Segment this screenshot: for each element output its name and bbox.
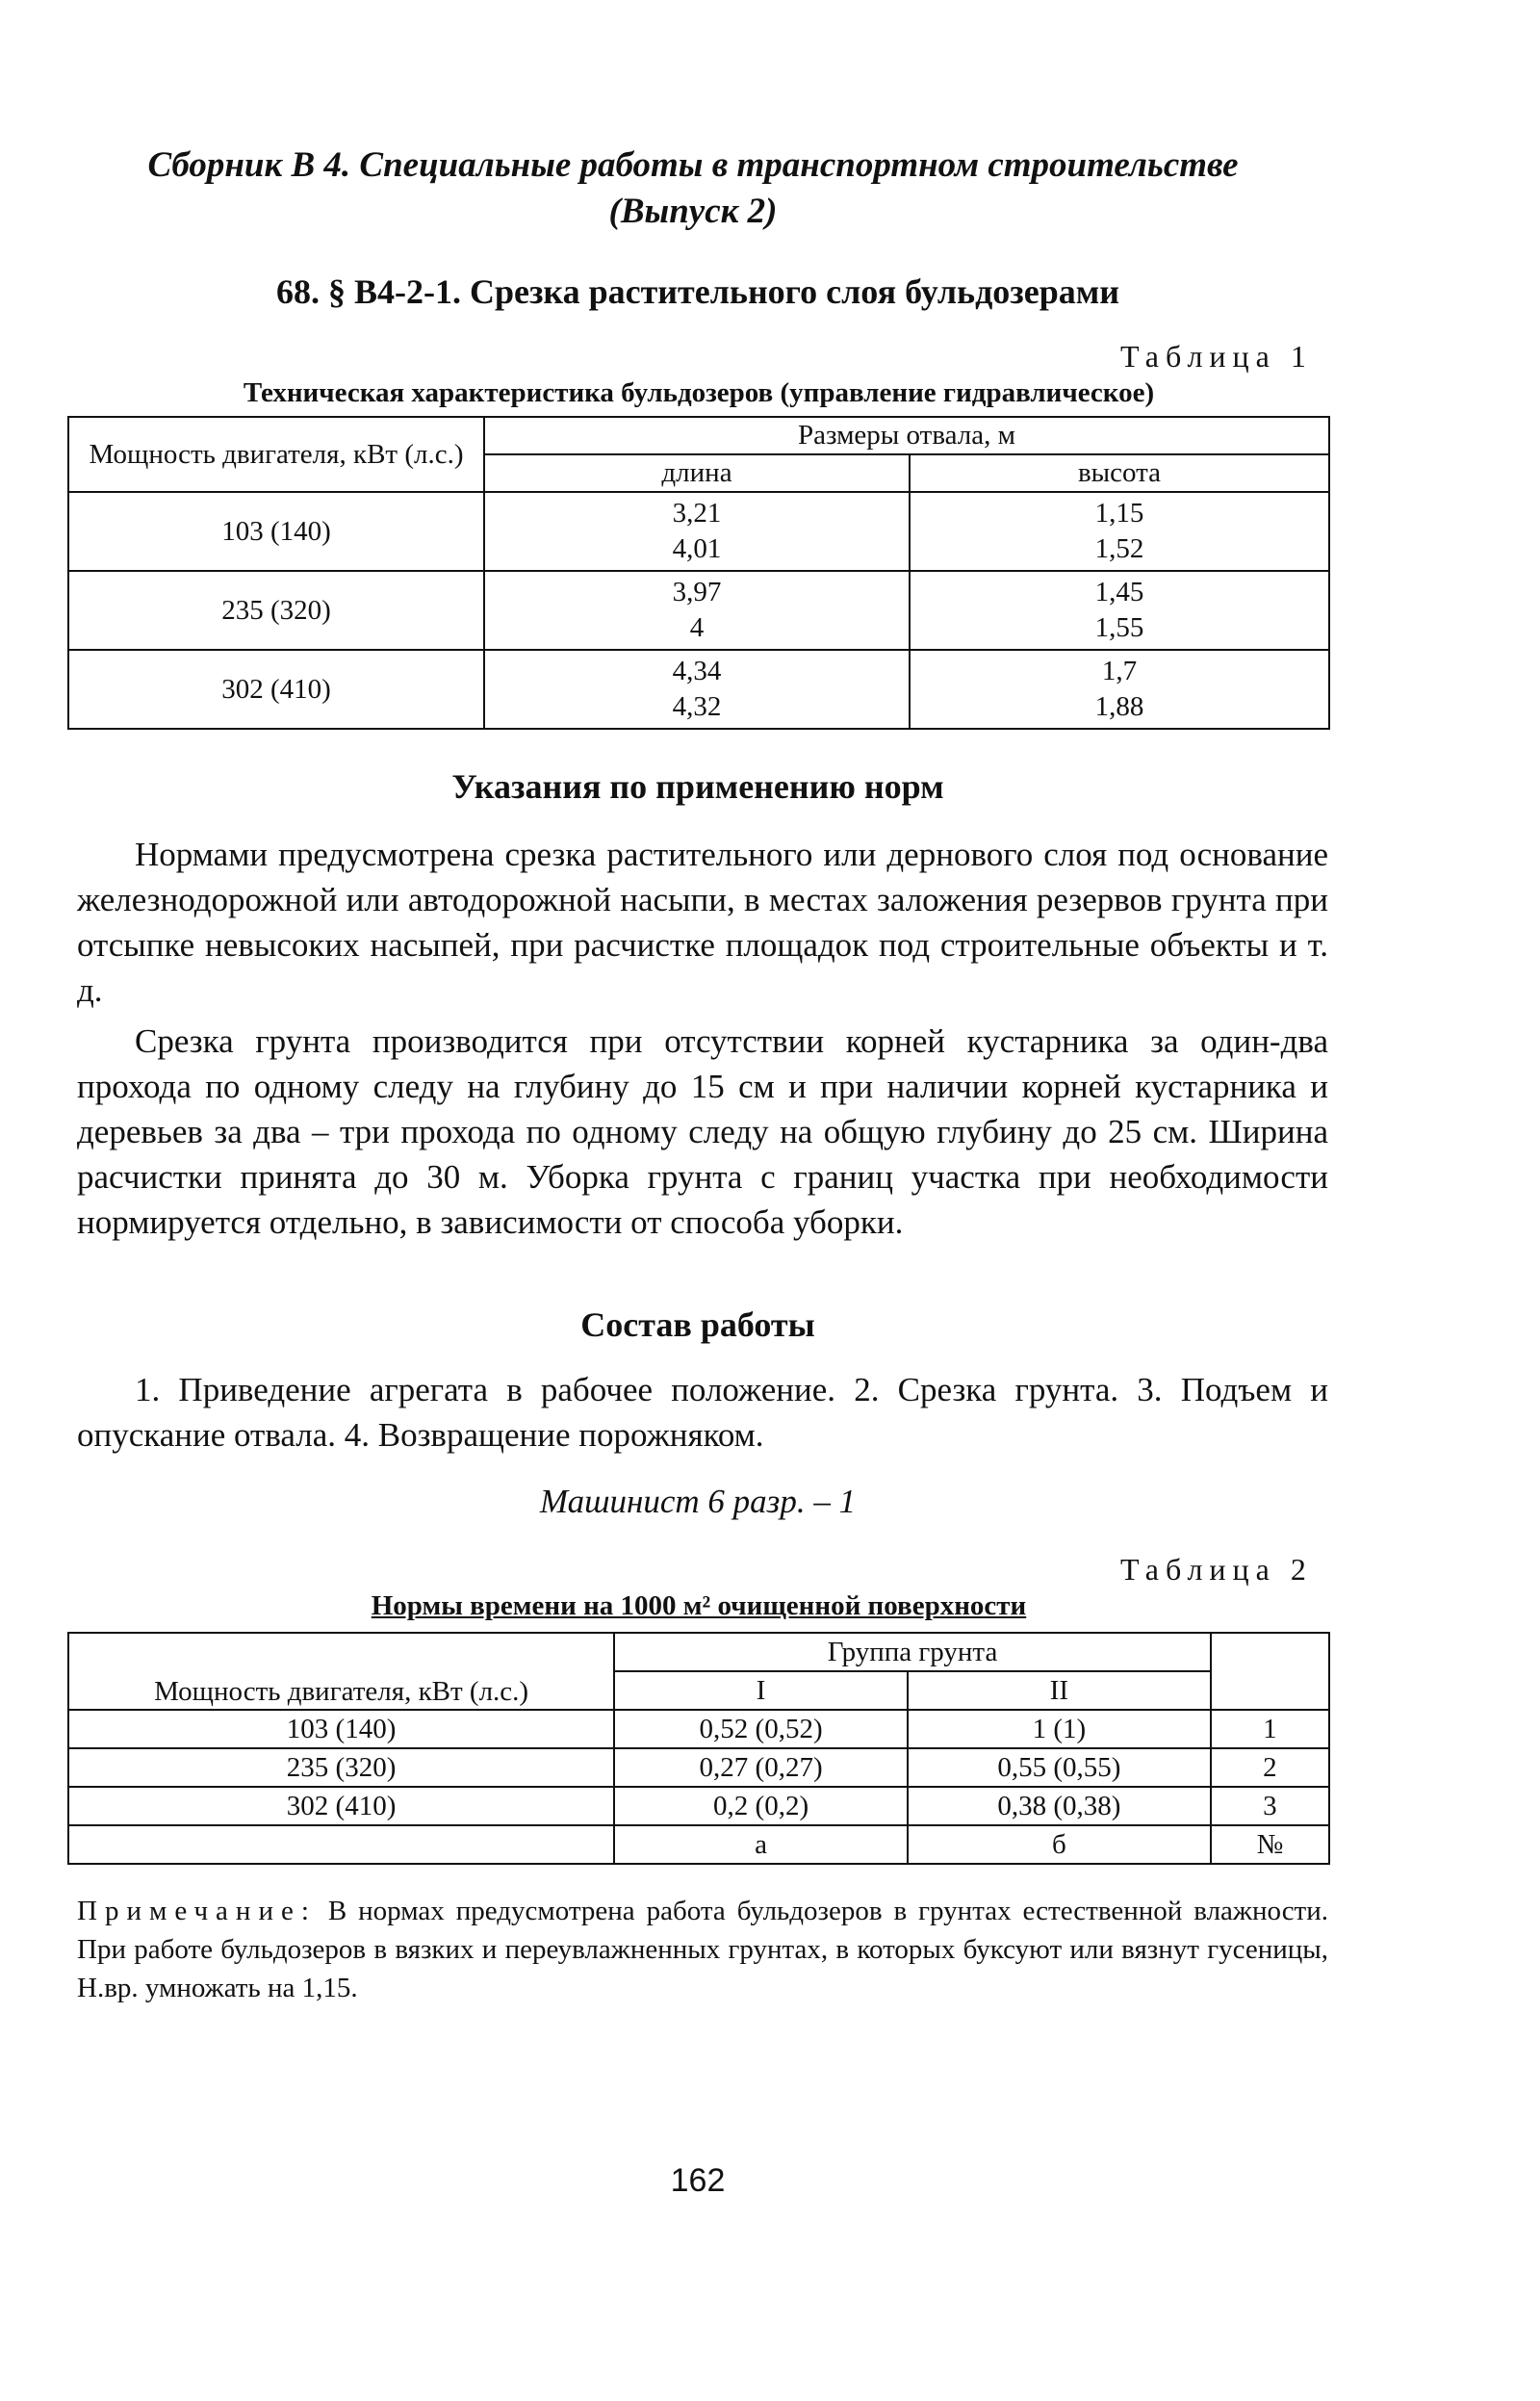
table2-footer-b: б bbox=[908, 1825, 1211, 1864]
table1-cell-length bbox=[484, 492, 910, 571]
table2-caption: Нормы времени на 1000 м² очищенной поверхности bbox=[371, 1590, 1027, 1621]
table1-value: 1,55 bbox=[1094, 612, 1144, 643]
table2-cell-power: 235 (320) bbox=[68, 1748, 614, 1787]
collection-title-line1: Сборник В 4. Специальные работы в транспортном строительстве bbox=[147, 145, 1239, 185]
table2-cell-num: 3 bbox=[1211, 1787, 1329, 1825]
table2-cell-power: 302 (410) bbox=[68, 1787, 614, 1825]
table2-header-num-blank bbox=[1211, 1633, 1329, 1710]
instructions-title: Указания по применению норм bbox=[451, 767, 944, 806]
table2-cell-g1: 0,2 (0,2) bbox=[614, 1787, 908, 1825]
collection-title bbox=[116, 142, 1270, 235]
table1-caption: Техническая характеристика бульдозеров (управление гидравлическое) bbox=[243, 377, 1155, 408]
table1-value: 3,21 bbox=[672, 498, 722, 529]
table1-value: 4,01 bbox=[672, 533, 722, 564]
table1-cell-length bbox=[484, 571, 910, 650]
table1-cell-height bbox=[910, 492, 1329, 571]
table2-footer-blank bbox=[68, 1825, 614, 1864]
note-label: Примечание: bbox=[77, 1896, 317, 1926]
table2-cell-g2: 0,55 (0,55) bbox=[908, 1748, 1211, 1787]
table1-value: 1,45 bbox=[1094, 577, 1144, 607]
table1-value: 1,88 bbox=[1094, 691, 1144, 722]
table2-header-power: Мощность двигателя, кВт (л.с.) bbox=[68, 1633, 614, 1710]
work-text bbox=[77, 1367, 1328, 1458]
table-row bbox=[68, 1710, 1329, 1748]
work-title: Состав работы bbox=[580, 1305, 815, 1344]
work-steps: 1. Приведение агрегата в рабочее положение. 2. Срезка грунта. 3. Подъем и опускание отвала. 4. Возвращение порожняком. bbox=[77, 1371, 1328, 1454]
table1-cell-power: 235 (320) bbox=[68, 571, 484, 650]
collection-title-line2: (Выпуск 2) bbox=[608, 192, 778, 231]
table2-cell-g2: 1 (1) bbox=[908, 1710, 1211, 1748]
table1-cell-height bbox=[910, 650, 1329, 729]
table1-cell-height bbox=[910, 571, 1329, 650]
table1-value: 4,32 bbox=[672, 691, 722, 722]
page-number: 162 bbox=[670, 2162, 726, 2199]
instructions-paragraph-1: Нормами предусмотрена срезка растительного или дернового слоя под основание железнодорожной или автодорожной насыпи, в местах заложения резервов грунта при отсыпке невысоких насыпей, при расчистке площадок под строительные объекты и т. д. bbox=[77, 836, 1328, 1009]
table2-cell-g2: 0,38 (0,38) bbox=[908, 1787, 1211, 1825]
table-row bbox=[68, 571, 1329, 650]
table2-cell-g1: 0,52 (0,52) bbox=[614, 1710, 908, 1748]
table1-cell-power: 103 (140) bbox=[68, 492, 484, 571]
table2-cell-num: 1 bbox=[1211, 1710, 1329, 1748]
table-row bbox=[68, 1748, 1329, 1787]
table2-header-group1: I bbox=[614, 1671, 908, 1710]
table1-header-height: высота bbox=[910, 454, 1329, 492]
table1-cell-length bbox=[484, 650, 910, 729]
table2-cell-power: 103 (140) bbox=[68, 1710, 614, 1748]
table1-value: 3,97 bbox=[672, 577, 722, 607]
table1-value: 1,7 bbox=[1101, 656, 1138, 686]
table1-value: 1,52 bbox=[1094, 533, 1144, 564]
table-row bbox=[68, 1787, 1329, 1825]
note-text: В нормах предусмотрена работа бульдозеров в грунтах естественной влажности. При работе бульдозеров в вязких и переувлажненных грунтах, в которых буксуют или вязнут гусеницы, Н.вр. умножать на 1,15. bbox=[77, 1896, 1329, 2003]
note bbox=[77, 1892, 1328, 2007]
table-row bbox=[68, 650, 1329, 729]
table1-header-power: Мощность двигателя, кВт (л.с.) bbox=[68, 417, 484, 492]
table2-cell-g1: 0,27 (0,27) bbox=[614, 1748, 908, 1787]
table1-header-length: длина bbox=[484, 454, 910, 492]
table1-header-blade-size: Размеры отвала, м bbox=[484, 417, 1329, 454]
table-footer-row bbox=[68, 1825, 1329, 1864]
table2-footer-num: № bbox=[1211, 1825, 1329, 1864]
section-title: 68. § В4-2-1. Срезка растительного слоя бульдозерами bbox=[275, 272, 1120, 311]
table1-label: Таблица 1 bbox=[1120, 339, 1313, 374]
tech-spec-table bbox=[67, 416, 1330, 730]
crew-line: Машинист 6 разр. – 1 bbox=[539, 1483, 857, 1520]
instructions-text bbox=[77, 832, 1328, 1245]
table1-cell-power: 302 (410) bbox=[68, 650, 484, 729]
table2-label: Таблица 2 bbox=[1120, 1552, 1313, 1587]
table1-value: 4 bbox=[689, 612, 705, 643]
time-norms-table bbox=[67, 1632, 1330, 1865]
table2-header-group2: II bbox=[908, 1671, 1211, 1710]
table2-cell-num: 2 bbox=[1211, 1748, 1329, 1787]
table-row bbox=[68, 492, 1329, 571]
table2-footer-a: а bbox=[614, 1825, 908, 1864]
table1-value: 4,34 bbox=[672, 656, 722, 686]
table2-header-soil-group: Группа грунта bbox=[614, 1633, 1211, 1671]
table1-value: 1,15 bbox=[1094, 498, 1144, 529]
instructions-paragraph-2: Срезка грунта производится при отсутствии корней кустарника за один-два прохода по одному следу на глубину до 15 см и при наличии корней кустарника и деревьев за два – три прохода по одному следу на общую глубину до 25 см. Ширина расчистки принята до 30 м. Уборка грунта с границ участка при необходимости нормируется отдельно, в зависимости от способа уборки. bbox=[77, 1022, 1328, 1241]
